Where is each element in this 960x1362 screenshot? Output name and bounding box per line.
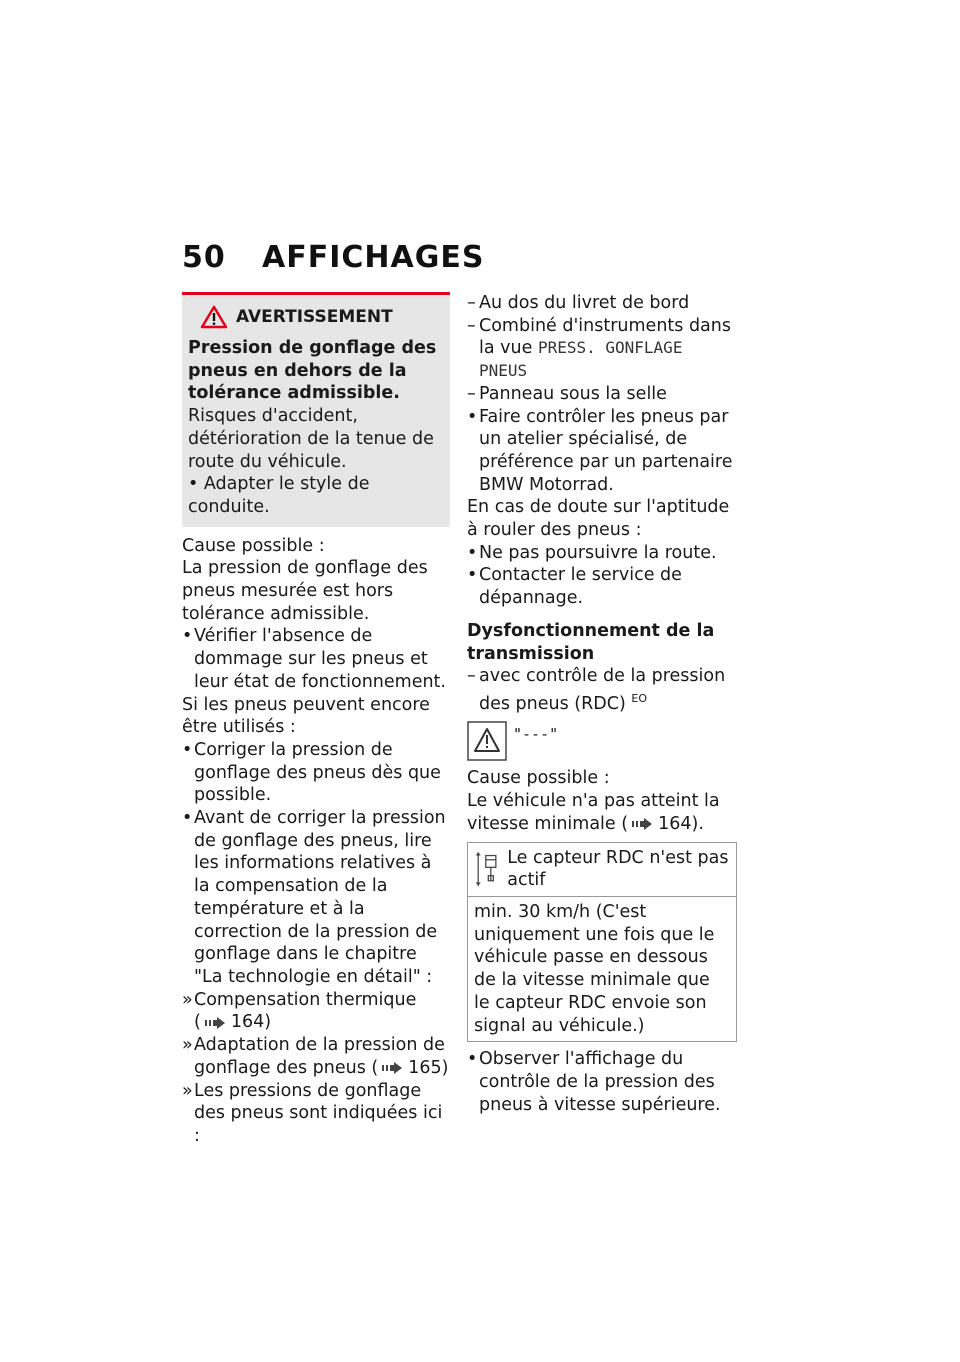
display-indicator xyxy=(467,721,737,761)
table-header-text: Le capteur RDC n'est pas actif xyxy=(507,847,729,891)
section-title: Dysfonctionnement de la transmission xyxy=(467,620,715,664)
tire-sensor-icon xyxy=(474,847,499,891)
dash-item: – Panneau sous la selle xyxy=(467,383,667,404)
dash-item: – Au dos du livret de bord xyxy=(467,293,690,313)
page-ref-arrow-icon xyxy=(382,1061,404,1075)
page-ref[interactable]: 164) xyxy=(230,1012,272,1033)
list-item: • Vérifier l'absence de dommage sur les pneus et leur état de fonctionnement. xyxy=(182,626,446,692)
sub-list-item: » Les pressions de gonflage des pneus sont indiquées ici : xyxy=(182,1080,443,1146)
warning-label: AVERTISSEMENT xyxy=(236,306,393,327)
info-table xyxy=(467,842,737,1043)
cause-label: Cause possible : xyxy=(467,768,610,789)
display-code: PRESS. GONFLAGE PNEUS xyxy=(479,338,683,381)
warning-triangle-icon xyxy=(467,721,507,761)
table-body-cell: min. 30 km/h (C'est uniquement une fois que le véhicule passe en dessous de la vitesse minimale que le capteur RDC envoie son signal au véhicule.) xyxy=(468,897,737,1042)
cause-text: Le véhicule n'a pas atteint la vitesse minimale ( 164). xyxy=(467,791,720,834)
warning-bold-text: Pression de gonflage des pneus en dehors de la tolérance admissible. xyxy=(188,338,437,404)
page-ref-arrow-icon xyxy=(205,1016,227,1030)
list-item: • Avant de corriger la pression de gonflage des pneus, lire les informations relatives à la compensation de la température et à la correction de la pression de gonflage dans le chapitre "La technologie en détail" : xyxy=(182,808,446,987)
page-ref-arrow-icon xyxy=(632,817,654,831)
cause-text: La pression de gonflage des pneus mesurée est hors tolérance admissible. xyxy=(182,558,428,624)
right-column xyxy=(467,292,737,1116)
table-header-cell xyxy=(468,842,737,896)
warning-bullet: • Adapter le style de conduite. xyxy=(188,474,370,517)
left-column xyxy=(182,292,450,1148)
sub-list-item: » Compensation thermique ( 164) xyxy=(182,989,417,1033)
page-header xyxy=(182,240,742,280)
page-ref[interactable]: 164). xyxy=(658,813,704,834)
warning-text: Risques d'accident, détérioration de la tenue de route du véhicule. xyxy=(188,406,434,472)
variant-code: EO xyxy=(631,691,647,705)
list-item: • Ne pas poursuivre la route. xyxy=(467,542,717,563)
display-value: "---" xyxy=(513,725,559,744)
page-ref[interactable]: 165) xyxy=(408,1057,449,1078)
warning-header xyxy=(188,305,444,329)
warning-triangle-icon xyxy=(200,305,228,329)
sub-list-item: » Adaptation de la pression de gonflage des pneus ( 165) xyxy=(182,1035,449,1078)
doubt-text: En cas de doute sur l'aptitude à rouler des pneus : xyxy=(467,497,730,541)
cause-label: Cause possible : xyxy=(182,535,325,556)
if-text: Si les pneus peuvent encore être utilisés : xyxy=(182,694,430,738)
list-item: • Faire contrôler les pneus par un atelier spécialisé, de préférence par un partenaire BMW Motorrad. xyxy=(467,406,733,495)
page-title: AFFICHAGES xyxy=(262,240,485,275)
dash-item: – avec contrôle de la pression des pneus (RDC) $^{EO}$ xyxy=(467,666,726,714)
page-number: 50 xyxy=(182,240,226,275)
list-item: • Observer l'affichage du contrôle de la pression des pneus à vitesse supérieure. xyxy=(467,1049,721,1115)
list-item: • Contacter le service de dépannage. xyxy=(467,565,682,609)
list-item: • Corriger la pression de gonflage des pneus dès que possible. xyxy=(182,739,441,806)
warning-box xyxy=(182,292,450,527)
dash-item: – Combiné d'instruments dans la vue PRESS. GONFLAGE PNEUS xyxy=(467,315,731,381)
